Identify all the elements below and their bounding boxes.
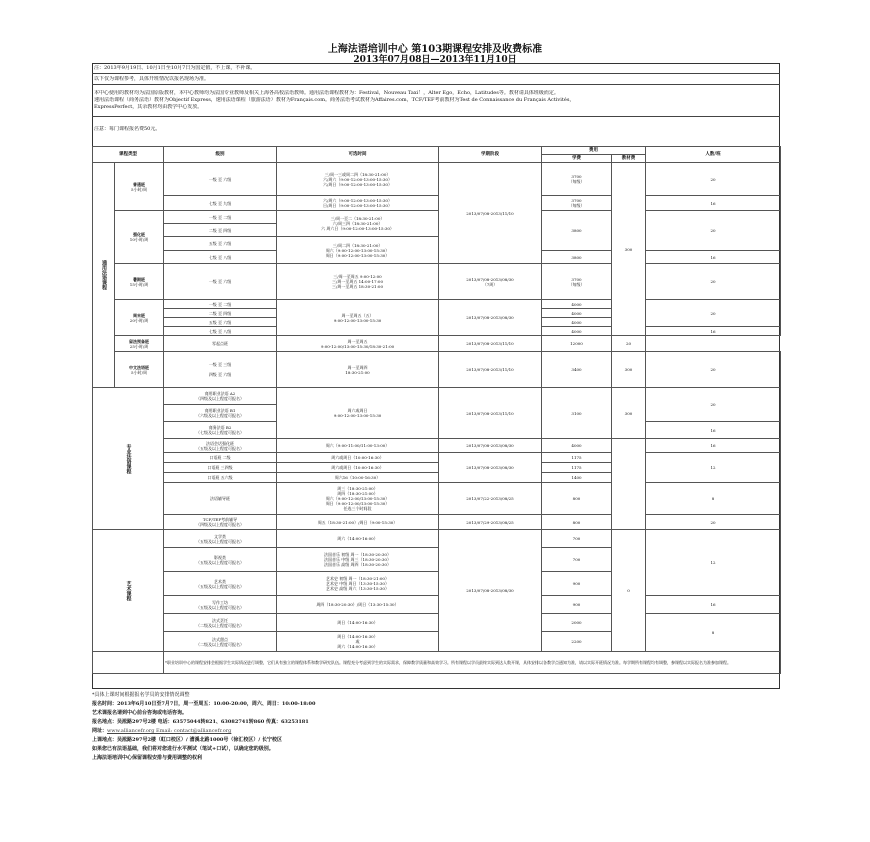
course-level: 一级 至 六级 [164,163,277,196]
bottom-note: *职业培训中心的课程安排会根据学生实际情况进行调整，它们具有独立的课程体系和教学研究队伍。课程充分考虑到学生的实际需求，保障教学质量和高效学习。所有课程以学员最终实际到达人数开课，具体安排以各教学点通知为准，请以实际开班情况为准。每学期所有课程均有调整，参课程以实际报名为准参加课程。 [164,652,781,674]
group-general: 通用法语课程 [93,163,115,388]
course-name: 留法预备班 25小时/周 [115,336,164,352]
course-level: 写作工坊 （五级及以上程度可报名） [164,596,277,614]
course-time: 周日（14:00-16:30） 或 周六（14:00-16:30） [277,632,439,652]
course-tuition: 1175 [542,463,612,473]
course-period: 2013/07/08-2013/11/10 [439,352,542,388]
header-tuition: 学费 [542,155,612,163]
course-level: 法式烹饪 （二级及以上程度可报名） [164,614,277,632]
course-name: 周末班 20小时/周 [115,300,164,336]
course-quota: 12 [646,453,781,483]
course-tuition: 3800 [542,251,612,264]
course-quota: 20 [646,264,781,300]
footer-location: 上课地点：吴淞路297号2楼（虹口校区）/ 漕溪北路1000号（徐汇校区）/ 长宁校区 [92,737,282,743]
course-quota: 16 [646,196,781,211]
course-time: 周六16（10:00-16:30） [277,473,439,483]
course-tuition: 4000 [542,439,612,453]
course-period: 2013/07/08-2013/11/10 [439,336,542,352]
course-time: 三/周一三或周二四（18:30-21:00） 六/周六（9:00-12:00-13:00-15:30） 六/周日（9:00-12:00-13:00-15:30） [277,163,439,196]
course-time: 周六（9:00-11:00/11:00-13:00） [277,439,439,453]
course-level: 文学类 （五级及以上程度可报名） [164,530,277,548]
course-time: 周六或周日（10:00-16:30） [277,453,439,463]
fee-note: 注意：每门课程报名费50元。 [94,126,161,132]
footer-signup-time: 报名时间：2013年6月10日至7月7日，周一至周五：10:00-20:00，周六、周日：10:00-18:00 [92,701,316,707]
course-level: 七级 至 八级 [164,251,277,264]
course-level: 七级 至 八级 [164,327,277,336]
course-tuition: 800 [542,483,612,515]
header-period: 学期阶段 [439,147,542,163]
course-level: 二级 至 四级 [164,224,277,237]
course-level: 法语会话强化班 （五级及以上程度可报名） [164,439,277,453]
course-tuition: 12000 [542,336,612,352]
course-period: 2013/07/08-2013/08/30 [439,453,542,483]
schedule-table [92,146,781,674]
course-time: 法国音乐 初级 周一（18:30-20:30） 法国音乐 中级 周三（18:30-20:30） 法国音乐 高级 周四（18:30-20:30） [277,548,439,572]
course-material: 300 [612,163,646,336]
course-tuition: 2200 [542,632,612,652]
course-time: 周一至周五 9:00-12:00/13:00-15:30/18:30-21:00 [277,336,439,352]
course-time: 周三（18:30-21:00） 周四（18:30-21:00） 周六（9:00-12:00/13:00-15:30） 周日（9:00-12:00/13:00-15:30） 任选三个时间段 [277,483,439,515]
course-quota: 16 [646,251,781,264]
course-time: 三/周一至周五 9:00-12:00 三/周一至周五 14:00-17:00 三/周一至周五 18:30-21:00 [277,264,439,300]
divider [92,73,780,74]
course-tuition: 3700 （每级） [542,264,612,300]
header-fee: 费用 [542,147,646,155]
course-level: 一级 至 二级 [164,211,277,224]
course-time: 周六或周日（10:00-16:30） [277,463,439,473]
course-quota: 16 [646,422,781,439]
course-level: 法语辅导班 [164,483,277,515]
course-quota: 20 [646,163,781,196]
course-tuition: 3800 [542,211,612,251]
holiday-note: 注：2013年9月19日、10月1日至10月7日为国定假，不上课，不补课。 [94,65,256,71]
course-time: 周日（14:00-16:30） [277,614,439,632]
course-quota: 20 [612,336,646,352]
spacer-cell [93,652,164,674]
course-level: 商用职业法语 B1 （六级及以上程度可报名） [164,405,277,422]
course-quota: 20 [646,352,781,388]
course-period: 2013/07/08-2013/08/30 [439,439,542,453]
course-period: 2013/07/08-2013/08/30 （7周） [439,264,542,300]
divider [92,84,780,85]
footer-website: 网址：www.alliancefr.org Email: contact@alliancefr.org [92,728,232,734]
course-material: 300 [612,388,646,439]
course-name: 普通班 5小时/周 [115,163,164,211]
course-time: 三/周二四（18:30-21:00） 周六（9:00-12:00-13:00-15:30） 周日（9:00-12:00-13:00-15:30） [277,237,439,264]
course-level: 零起点班 [164,336,277,352]
course-name: 暑期班 15小时/周 [115,264,164,300]
course-tuition: 4000 [542,300,612,309]
materials-note-3: ExpressPerfect，其余教材均由教学中心发放。 [94,104,203,110]
course-quota: 20 [646,515,781,530]
course-tuition: 800 [542,515,612,530]
course-tuition: 3400 [542,352,612,388]
course-time: 周一至周四 18:30-21:00 [277,352,439,388]
course-tuition: 700 [542,530,612,548]
course-level: 口语班 五六级 [164,473,277,483]
course-quota: 12 [646,530,781,596]
header-quota: 人数/班 [646,147,781,163]
course-period: 2013/07/08-2013/08/30 [439,530,542,652]
page-subtitle: 2013年07月08日—2013年11月10日 [353,55,517,65]
course-time: 艺术史 初级 周一（18:30-21:00） 艺术史 中级 周日（13:30-15:30） 艺术史 高级 周六（13:30-15:30） [277,572,439,596]
course-name: 强化班 10小时/周 [115,211,164,264]
course-time: 周六（14:00-16:00） [277,530,439,548]
course-tuition: 2000 [542,614,612,632]
header-time: 可选时间 [277,147,439,163]
course-level: 法式甜点 （二级及以上程度可报名） [164,632,277,652]
course-level: 七级 至 九级 [164,196,277,211]
course-time: 周四（18:30-20:30）/周日（13:30-15:30） [277,596,439,614]
course-quota: 16 [646,596,781,614]
course-tuition: 1175 [542,453,612,463]
course-period: 2013/07/08-2013/11/10 [439,163,542,264]
course-quota: 20 [646,388,781,422]
group-arts: 艺术课程 [93,530,164,652]
course-level: 五级 至 六级 [164,318,277,327]
footer-note-1: *具体上课时间根据报名学员的安排情况调整 [92,692,190,698]
course-tuition: 3700 （每级） [542,163,612,196]
course-material: 0 [612,530,646,652]
course-level: 五级 至 六级 [164,237,277,251]
course-time: 周六或周日 9:00-12:00-13:00-15:30 [277,388,439,439]
course-level: 商务法语 B2 （七级及以上程度可报名） [164,422,277,439]
course-tuition: 3100 [542,388,612,439]
course-quota: 8 [646,483,781,515]
course-quota: 8 [646,614,781,652]
course-tuition: 3700 （每级） [542,196,612,211]
course-tuition: 900 [542,596,612,614]
group-special: 专业法语课程 [93,388,164,530]
header-type: 课程类型 [93,147,164,163]
course-tuition: 700 [542,548,612,572]
footer-arts-signup: 艺术课报名请到中心前台咨询或电话咨询。 [92,710,188,716]
course-period: 2013/07/08-2013/08/30 [439,300,542,336]
materials-note-1: 本中心使用的教材均为法国原版教材，本中心教师均为法国专业教师及相关上海各高校法语教师。通用法语课程教材为：Festival，Nouveau Taxi！，Alter Ego，Echo，Latitudes等。教材请具体班级而定。 [94,90,559,96]
course-tuition: 1400 [542,473,612,483]
course-level: 商用职业法语 A2 （四级及以上程度可报名） [164,388,277,405]
course-quota: 16 [646,439,781,453]
course-quota: 16 [646,327,781,336]
course-level: TCF/TEF考前辅导 （四级及以上程度可报名） [164,515,277,530]
footer-test-note: 如果您已有法语基础，我们将对您进行水平测试（笔试+口试），以确定您的级别。 [92,746,274,752]
footer-address: 报名地点：吴淞路297号2楼 电话：63575044转821、63082741转860 传真：63253181 [92,719,309,725]
course-tuition: 4000 [542,318,612,327]
reference-note: 以下仅为课程参考，具体开班情况以报名现场为准。 [94,76,210,82]
course-material [612,439,646,530]
course-period: 2013/07/22-2013/08/25 [439,483,542,515]
course-material: 300 [612,352,646,388]
course-tuition: 4000 [542,327,612,336]
course-level: 二级 至 四级 [164,309,277,318]
course-quota: 20 [646,300,781,327]
course-level: 艺术类 （五级及以上程度可报名） [164,572,277,596]
course-time: 三/周一至二（18:30-21:00） 六/周三四（18:30-21:00） 六 周六日（9:00-12:00-13:00-15:30） [277,211,439,237]
course-tuition: 900 [542,572,612,596]
course-level: 一级 至 六级 [164,264,277,300]
header-material: 教材费 [612,155,646,163]
course-period: 2013/07/08-2013/11/10 [439,388,542,439]
course-level: 一级 至 二级 [164,300,277,309]
course-time: 周五（18:30-21:00）/周日（9:00-15:30） [277,515,439,530]
course-period: 2013/07/29-2013/08/25 [439,515,542,530]
course-quota: 20 [646,211,781,251]
course-name: 中文法语班 5小时/周 [115,352,164,388]
course-tuition: 4000 [542,309,612,318]
course-level: 一级 至 三级 四级 至 六级 [164,352,277,388]
website-link[interactable]: www.alliancefr.org Email: contact@alliancefr.org [107,728,232,734]
course-level: 口语班 二级 [164,453,277,463]
course-level: 影视类 （五级及以上程度可报名） [164,548,277,572]
divider [92,116,780,117]
footer-rights: 上海法语培训中心保留课程安排与费用调整的权利 [92,755,203,761]
materials-note-2: 速用法语课程（商务法语）教材为Objectif Express，速用法语课程（旅游法语）教材为Français.com。商务法语考试教材为Affaires.com，TCF/TEF考前教材为Test de Connaissance du Français Activités， [94,97,575,103]
course-time: 六/周六（9:00-12:00-13:00-15:30） 日/周日（9:00-12:00-13:00-15:30） [277,196,439,211]
page-title: 上海法语培训中心 第103期课程安排及收费标准 [327,44,543,55]
course-level: 口语班 三四级 [164,463,277,473]
course-time: 周一至周五（五） 9:00-12:00-13:00-15:30 [277,300,439,336]
header-level: 级别 [164,147,277,163]
